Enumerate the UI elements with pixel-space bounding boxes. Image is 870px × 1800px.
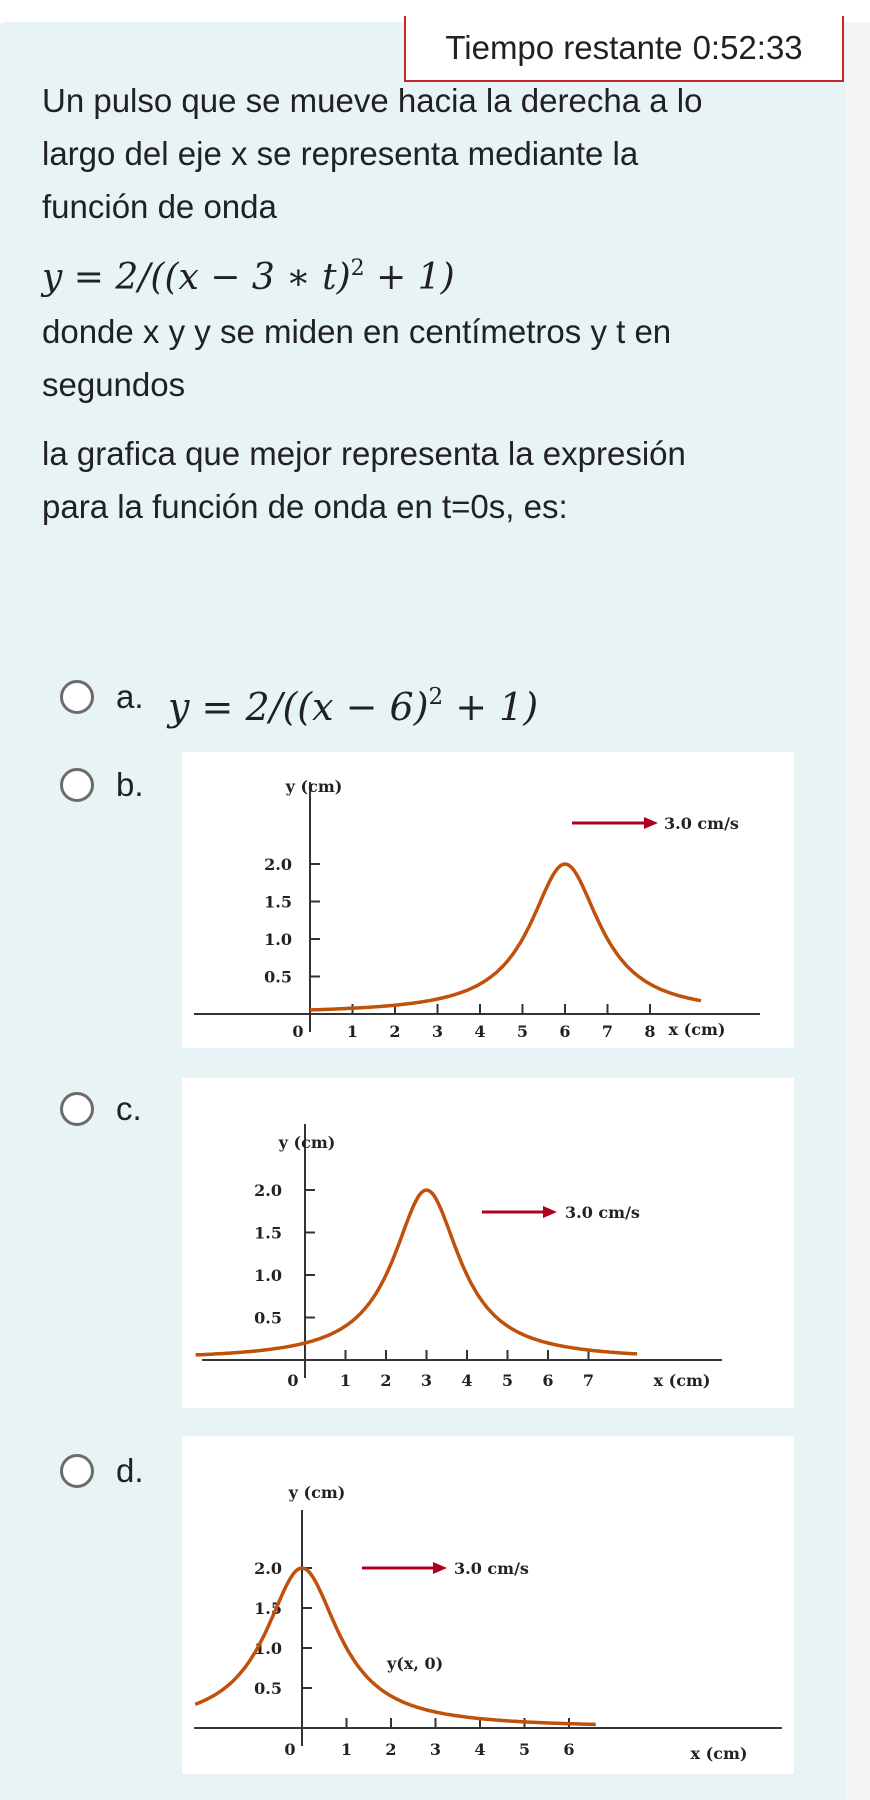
option-b-radio[interactable] bbox=[60, 768, 94, 802]
option-d-graph bbox=[182, 1436, 794, 1774]
x-tick-label: 5 bbox=[516, 1022, 529, 1041]
formula-tail: + 1) bbox=[364, 257, 455, 298]
y-axis-label: y (cm) bbox=[278, 1133, 336, 1152]
wave-function-formula bbox=[42, 233, 802, 305]
y-tick-label: 0.5 bbox=[264, 967, 292, 987]
x-axis-label: x (cm) bbox=[668, 1020, 726, 1039]
x-tick-label: 2 bbox=[380, 1371, 392, 1390]
x-tick-label: 5 bbox=[501, 1371, 514, 1390]
y-tick-label: 1.0 bbox=[254, 1266, 282, 1285]
velocity-arrow-head bbox=[543, 1206, 557, 1218]
y-tick-label: 2.0 bbox=[254, 1181, 282, 1200]
x-tick-label: 5 bbox=[518, 1740, 531, 1759]
option-d-radio[interactable] bbox=[60, 1454, 94, 1488]
x-tick-label: 7 bbox=[601, 1022, 614, 1041]
timer-value: 0:52:33 bbox=[692, 29, 803, 66]
y-tick-label: 1.5 bbox=[254, 1599, 282, 1618]
x-tick-label: 6 bbox=[563, 1740, 575, 1759]
option-letter: d. bbox=[116, 1452, 144, 1489]
option-c-graph bbox=[182, 1078, 794, 1408]
option-d[interactable] bbox=[60, 1452, 168, 1490]
wave-pulse-curve bbox=[310, 864, 701, 1010]
option-b-chart bbox=[182, 752, 794, 1048]
option-a-formula: $y = 2/((x - 6)^2 + 1)$ bbox=[168, 684, 539, 729]
question-line: función de onda bbox=[42, 188, 277, 225]
curve-annotation: y(x, 0) bbox=[387, 1654, 444, 1673]
x-tick-label: 0 bbox=[287, 1371, 299, 1390]
scrollbar-track[interactable] bbox=[845, 22, 870, 1800]
velocity-arrow-head bbox=[433, 1562, 447, 1574]
question-line: segundos bbox=[42, 366, 186, 403]
x-tick-label: 8 bbox=[644, 1022, 656, 1041]
x-tick-label: 2 bbox=[385, 1740, 397, 1759]
x-tick-label: 7 bbox=[582, 1371, 595, 1390]
option-letter: c. bbox=[116, 1090, 142, 1127]
x-tick-label: 0 bbox=[292, 1022, 304, 1041]
formula-main: y = 2/((x − 3 ∗ t) bbox=[42, 257, 351, 298]
option-c-radio[interactable] bbox=[60, 1092, 94, 1126]
option-b[interactable] bbox=[60, 766, 168, 804]
x-tick-label: 3 bbox=[431, 1022, 444, 1041]
option-d-chart bbox=[182, 1436, 794, 1774]
y-tick-label: 2.0 bbox=[254, 1559, 282, 1578]
y-tick-label: 1.5 bbox=[254, 1223, 282, 1243]
option-b-graph bbox=[182, 752, 794, 1048]
x-tick-label: 1 bbox=[346, 1022, 359, 1041]
option-a[interactable] bbox=[60, 678, 539, 729]
x-tick-label: 2 bbox=[389, 1022, 401, 1041]
option-letter: a. bbox=[116, 678, 144, 715]
x-axis-label: x (cm) bbox=[653, 1371, 711, 1390]
y-tick-label: 0.5 bbox=[254, 1679, 282, 1698]
velocity-label: 3.0 cm/s bbox=[664, 814, 739, 833]
x-tick-label: 3 bbox=[420, 1371, 433, 1390]
option-letter: b. bbox=[116, 766, 144, 803]
velocity-label: 3.0 cm/s bbox=[565, 1203, 640, 1222]
question-line: la grafica que mejor representa la expresión bbox=[42, 435, 686, 472]
x-tick-label: 4 bbox=[474, 1740, 486, 1759]
x-tick-label: 1 bbox=[340, 1740, 353, 1759]
y-tick-label: 1.0 bbox=[254, 1639, 282, 1658]
question-text bbox=[42, 74, 802, 533]
question-line: donde x y y se miden en centímetros y t en bbox=[42, 313, 672, 350]
option-c[interactable] bbox=[60, 1090, 168, 1128]
time-remaining-box bbox=[404, 16, 844, 82]
x-tick-label: 1 bbox=[339, 1371, 352, 1390]
question-line: para la función de onda en t=0s, es: bbox=[42, 488, 568, 525]
option-a-radio[interactable] bbox=[60, 680, 94, 714]
timer-label: Tiempo restante bbox=[445, 29, 683, 66]
formula-exponent: 2 bbox=[350, 256, 365, 281]
x-tick-label: 0 bbox=[284, 1740, 296, 1759]
y-tick-label: 1.5 bbox=[264, 892, 292, 912]
velocity-label: 3.0 cm/s bbox=[454, 1559, 529, 1578]
y-tick-label: 2.0 bbox=[264, 855, 292, 874]
velocity-arrow-head bbox=[644, 817, 658, 829]
x-axis-label: x (cm) bbox=[690, 1744, 748, 1763]
y-tick-label: 1.0 bbox=[264, 930, 292, 949]
option-c-chart bbox=[182, 1078, 794, 1408]
y-axis-label: y (cm) bbox=[288, 1483, 346, 1502]
x-tick-label: 6 bbox=[559, 1022, 571, 1041]
x-tick-label: 3 bbox=[429, 1740, 442, 1759]
y-tick-label: 0.5 bbox=[254, 1308, 282, 1328]
question-line: largo del eje x se representa mediante la bbox=[42, 135, 639, 172]
question-line: Un pulso que se mueve hacia la derecha a lo bbox=[42, 82, 703, 119]
x-tick-label: 6 bbox=[542, 1371, 554, 1390]
x-tick-label: 4 bbox=[461, 1371, 473, 1390]
y-axis-label: y (cm) bbox=[285, 777, 343, 796]
x-tick-label: 4 bbox=[474, 1022, 486, 1041]
